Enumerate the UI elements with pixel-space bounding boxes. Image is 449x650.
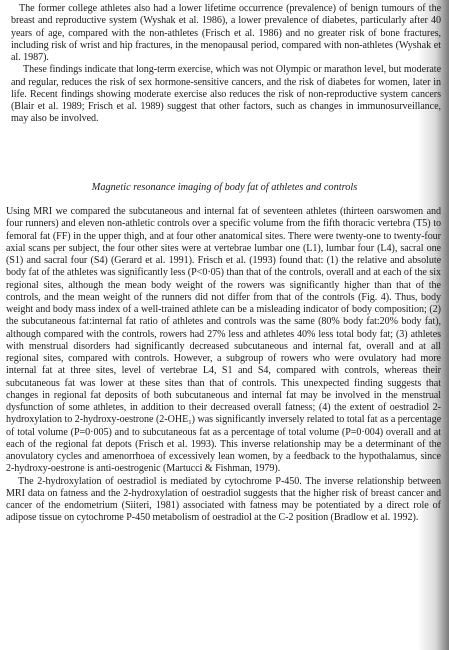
paragraph-prevalence: The former college athletes also had a lower lifetime occurrence (prevalence) of benign tumours of the breast and reproductive system (Wyshak et al. 1986), a lower prevalence of diabetes, particularly after 40 years of age, compared with the non-athletes (Frisch et al. 1986) and no greater risk of bone fractures, including risk of wrist and hip fractures, in the menopausal period, compared with non-athletes (Wyshak et al. 1987). — [11, 3, 441, 63]
section-text-block — [6, 206, 441, 525]
paragraph-mri-study: Using MRI we compared the subcutaneous and internal fat of seventeen athletes (thirteen oarswomen and four runners) and eleven non-athletic controls over a specific volume from the fifth thoracic vertebra (T5) to femoral fat (FF) in the upper thigh, and at four other anatomical sites. There were twenty-one to twenty-four axial scans per subject, the four other sites were at vertebrae lumbar one (L1), lumbar four (L4), sacral one (S1) and sacral four (S4) (Gerard et al. 1991). Frisch et al. (1993) found that: (1) the relative and absolute body fat of the athletes was significantly less (P<0·05) than that of the controls, overall and at each of the six regional sites, although the mean body weight of the rowers was significantly higher than that of the controls, and the mean weight of the runners did not differ from that of the controls (Fig. 4). Thus, body weight and body mass index of a well-trained athlete can be a misleading indicator of body composition; (2) the subcutaneous fat:internal fat ratio of athletes and controls was the same (80% body fat:20% body fat), although compared with the controls, rowers had 27% less and athletes 40% less total body fat; (3) athletes with menstrual disorders had significantly decreased subcutaneous and internal fat, overall and at all regional sites, compared with controls. However, a subgroup of rowers who were ovulatory had more internal fat at three sites, level of vertebrae L4, S1 and S4, compared with controls, whereas their subcutaneous fat was lower at these sites than that of controls. This unexpected finding suggests that changes in regional fat deposits of both subcutaneous and internal fat may be involved in the menstrual dysfunction of some athletes, in addition to their decreased overall fatness; (4) the extent of oestradiol 2-hydroxylation to 2-hydroxy-oestrone (2-OHE₁) was significantly inversely related to total fat as a percentage of total volume (P=0·005) and to subcutaneous fat as a percentage of total volume (P=0·004) overall and at each of the regional fat depots (Frisch et al. 1993). This inverse relationship may be a determinant of the anovulatory cycles and amenorrhoea of excessively lean women, by a feedback to the hypothalamus, since 2-hydroxy-oestrone is anti-oestrogenic (Martucci & Fishman, 1979). — [6, 206, 441, 475]
intro-text-block — [11, 3, 441, 126]
paragraph-hydroxylation: The 2-hydroxylation of oestradiol is mediated by cytochrome P-450. The inverse relationship between MRI data on fatness and the 2-hydroxylation of oestradiol suggests that the higher risk of breast cancer and cancer of the endometrium (Siiteri, 1981) associated with fatness may be potentiated by a direct role of adipose tissue on cytochrome P-450 metabolism of oestradiol at the C-2 position (Bradlow et al. 1992). — [6, 475, 441, 524]
section-heading: Magnetic resonance imaging of body fat of athletes and controls — [91, 182, 358, 193]
paragraph-findings: These findings indicate that long-term exercise, which was not Olympic or marathon level, but moderate and regular, reduces the risk of sex hormone-sensitive cancers, and the risk of diabetes for women, later in life. Recent findings showing moderate exercise also reduces the risk of non-reproductive system cancers (Blair et al. 1989; Frisch et al. 1989) suggest that other factors, such as changes in immunosurveillance, may also be involved. — [11, 64, 441, 125]
